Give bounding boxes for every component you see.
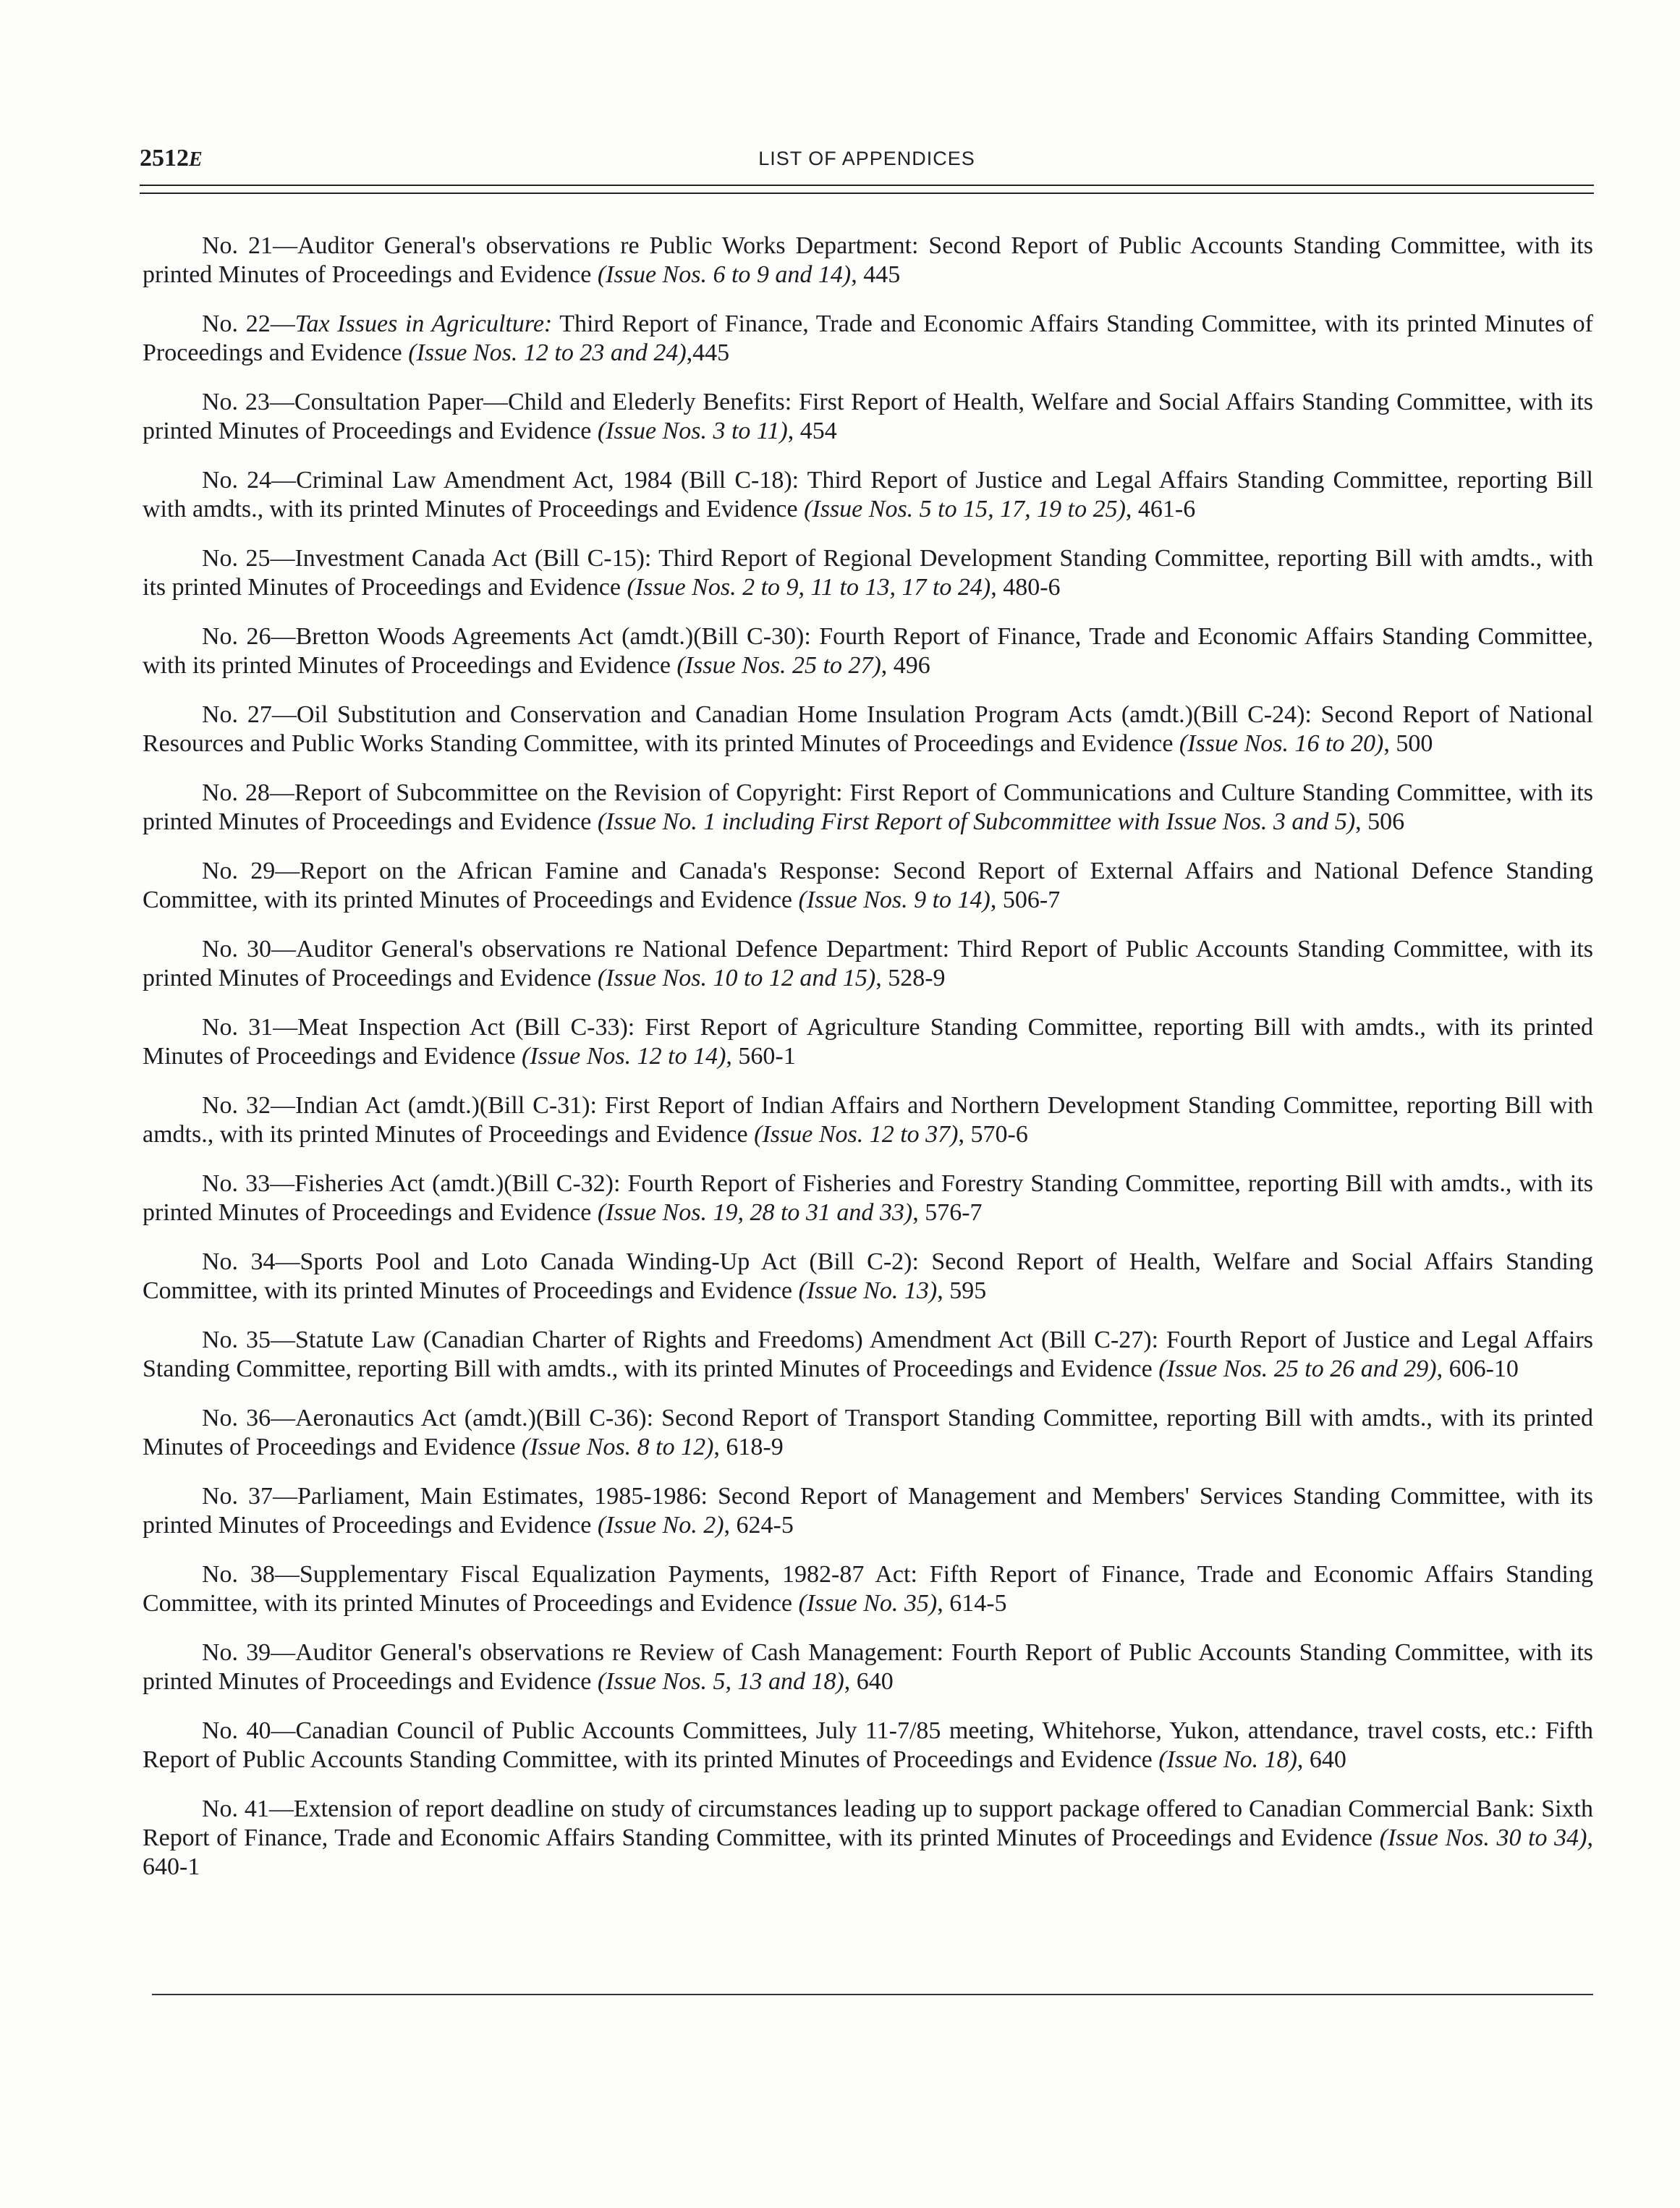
appendix-entry-27: No. 27—Oil Substitution and Conservation and Canadian Home Insulation Program Acts (amdt.)(Bill C-24): Second Report of National Resources and Public Works Standing Committee, with its printed Minutes of Proceedings and Evidence (Issue Nos. 16 to 20), 500 — [143, 701, 1593, 757]
appendix-entry-24: No. 24—Criminal Law Amendment Act, 1984 (Bill C-18): Third Report of Justice and Legal Affairs Standing Committee, reporting Bill with amdts., with its printed Minutes of Proceedings and Evidence (Issue Nos. 5 to 15, 17, 19 to 25), 461-6 — [143, 467, 1593, 523]
page-header — [140, 145, 1594, 182]
appendix-list — [143, 232, 1593, 1902]
appendix-entry-29: No. 29—Report on the African Famine and Canada's Response: Second Report of External Affairs and National Defence Standing Committee, with its printed Minutes of Proceedings and Evidence (Issue Nos. 9 to 14), 506-7 — [143, 858, 1593, 913]
header-double-rule — [140, 185, 1594, 194]
appendix-entry-23: No. 23—Consultation Paper—Child and Elederly Benefits: First Report of Health, Welfare and Social Affairs Standing Committee, with its printed Minutes of Proceedings and Evidence (Issue Nos. 3 to 11), 454 — [143, 389, 1593, 444]
appendix-entry-26: No. 26—Bretton Woods Agreements Act (amdt.)(Bill C-30): Fourth Report of Finance, Trade and Economic Affairs Standing Committee, with its printed Minutes of Proceedings and Evidence (Issue Nos. 25 to 27), 496 — [143, 623, 1593, 679]
appendix-entry-31: No. 31—Meat Inspection Act (Bill C-33): First Report of Agriculture Standing Committee, reporting Bill with amdts., with its printed Minutes of Proceedings and Evidence (Issue Nos. 12 to 14), 560-1 — [143, 1014, 1593, 1070]
appendix-entry-25: No. 25—Investment Canada Act (Bill C-15): Third Report of Regional Development Standing Committee, reporting Bill with amdts., with its printed Minutes of Proceedings and Evidence (Issue Nos. 2 to 9, 11 to 13, 17 to 24), 480-6 — [143, 545, 1593, 601]
running-title: LIST OF APPENDICES — [758, 148, 975, 169]
appendix-entry-41: No. 41—Extension of report deadline on study of circumstances leading up to support package offered to Canadian Commercial Bank: Sixth Report of Finance, Trade and Economic Affairs Standing Committee, with its printed Minutes of Proceedings and Evidence (Issue Nos. 30 to 34), 640-1 — [143, 1795, 1593, 1880]
page-number: 2512E — [140, 145, 203, 172]
appendix-entry-37: No. 37—Parliament, Main Estimates, 1985-1986: Second Report of Management and Members' Services Standing Committee, with its printed Minutes of Proceedings and Evidence (Issue No. 2), 624-5 — [143, 1483, 1593, 1539]
appendix-entry-32: No. 32—Indian Act (amdt.)(Bill C-31): First Report of Indian Affairs and Northern Development Standing Committee, reporting Bill with amdts., with its printed Minutes of Proceedings and Evidence (Issue Nos. 12 to 37), 570-6 — [143, 1092, 1593, 1148]
appendix-entry-38: No. 38—Supplementary Fiscal Equalization Payments, 1982-87 Act: Fifth Report of Finance, Trade and Economic Affairs Standing Committee, with its printed Minutes of Proceedings and Evidence (Issue No. 35), 614-5 — [143, 1561, 1593, 1617]
appendix-entry-40: No. 40—Canadian Council of Public Accounts Committees, July 11-7/85 meeting, Whitehorse, Yukon, attendance, travel costs, etc.: Fifth Report of Public Accounts Standing Committee, with its printed Minutes of Proceedings and Evidence (Issue No. 18), 640 — [143, 1717, 1593, 1773]
appendix-entry-34: No. 34—Sports Pool and Loto Canada Winding-Up Act (Bill C-2): Second Report of Health, Welfare and Social Affairs Standing Committee, with its printed Minutes of Proceedings and Evidence (Issue No. 13), 595 — [143, 1248, 1593, 1304]
appendix-entry-39: No. 39—Auditor General's observations re Review of Cash Management: Fourth Report of Public Accounts Standing Committee, with its printed Minutes of Proceedings and Evidence (Issue Nos. 5, 13 and 18), 640 — [143, 1639, 1593, 1695]
appendix-entry-35: No. 35—Statute Law (Canadian Charter of Rights and Freedoms) Amendment Act (Bill C-27): Fourth Report of Justice and Legal Affairs Standing Committee, reporting Bill with amdts., with its printed Minutes of Proceedings and Evidence (Issue Nos. 25 to 26 and 29), 606-10 — [143, 1327, 1593, 1382]
appendix-entry-21: No. 21—Auditor General's observations re Public Works Department: Second Report of Public Accounts Standing Committee, with its printed Minutes of Proceedings and Evidence (Issue Nos. 6 to 9 and 14), 445 — [143, 232, 1593, 288]
footer-rule — [152, 1994, 1593, 1995]
appendix-entry-28: No. 28—Report of Subcommittee on the Revision of Copyright: First Report of Communications and Culture Standing Committee, with its printed Minutes of Proceedings and Evidence (Issue No. 1 including First Report of Subcommittee with Issue Nos. 3 and 5), 506 — [143, 779, 1593, 835]
appendix-entry-30: No. 30—Auditor General's observations re National Defence Department: Third Report of Public Accounts Standing Committee, with its printed Minutes of Proceedings and Evidence (Issue Nos. 10 to 12 and 15), 528-9 — [143, 936, 1593, 991]
appendix-entry-22: No. 22—Tax Issues in Agriculture: Third Report of Finance, Trade and Economic Affairs Standing Committee, with its printed Minutes of Proceedings and Evidence (Issue Nos. 12 to 23 and 24),445 — [143, 310, 1594, 366]
appendix-entry-36: No. 36—Aeronautics Act (amdt.)(Bill C-36): Second Report of Transport Standing Committee, reporting Bill with amdts., with its printed Minutes of Proceedings and Evidence (Issue Nos. 8 to 12), 618-9 — [143, 1405, 1593, 1460]
appendix-entry-33: No. 33—Fisheries Act (amdt.)(Bill C-32): Fourth Report of Fisheries and Forestry Standing Committee, reporting Bill with amdts., with its printed Minutes of Proceedings and Evidence (Issue Nos. 19, 28 to 31 and 33), 576-7 — [143, 1170, 1593, 1226]
